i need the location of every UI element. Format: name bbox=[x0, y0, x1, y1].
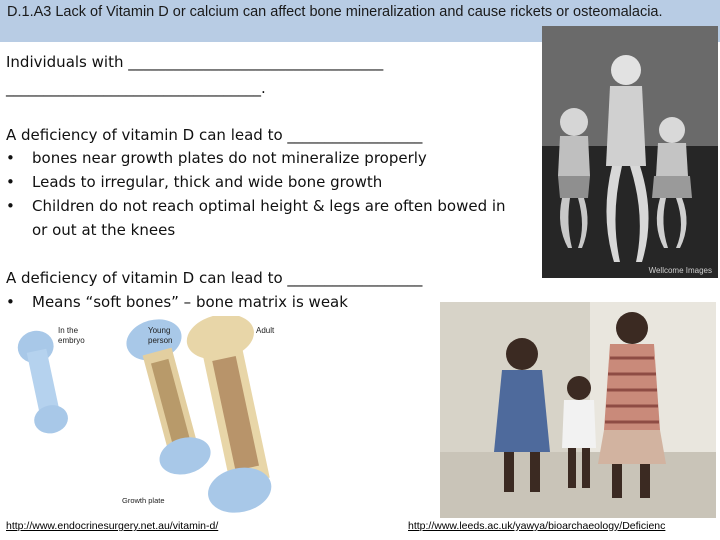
rickets-bullet bbox=[6, 147, 427, 170]
bullet-text: bones near growth plates do not mineralize properly bbox=[32, 149, 427, 167]
rickets-bullet-continuation: or out at the knees bbox=[32, 221, 176, 239]
rickets-bullet bbox=[6, 195, 506, 218]
source-link-endocrine[interactable]: http://www.endocrinesurgery.net.au/vitamin-d/ bbox=[6, 520, 219, 532]
label-adult: Adult bbox=[256, 326, 275, 335]
rickets-children-illustration bbox=[542, 26, 718, 278]
text-line-individuals: Individuals with __________________________________ bbox=[6, 53, 384, 71]
source-link-leeds[interactable]: http://www.leeds.ac.uk/yawya/bioarchaeology/Deficienc bbox=[408, 520, 666, 532]
slide-title: D.1.A3 Lack of Vitamin D or calcium can affect bone mineralization and cause rickets or osteomalacia. bbox=[7, 4, 663, 20]
bone-growth-diagram bbox=[4, 316, 304, 522]
bullet-text: Means “soft bones” – bone matrix is weak bbox=[32, 293, 348, 311]
label-young-person: Young person bbox=[148, 326, 173, 345]
bullet-text: Children do not reach optimal height & legs are often bowed in bbox=[32, 197, 506, 215]
label-growth-plate: Growth plate bbox=[122, 496, 165, 505]
bullet-dot: • bbox=[6, 293, 15, 311]
bullet-text: Leads to irregular, thick and wide bone growth bbox=[32, 173, 383, 191]
bullet-dot: • bbox=[6, 149, 15, 167]
label-embryo: In the embryo bbox=[58, 326, 85, 345]
text-line-blank: __________________________________. bbox=[6, 79, 266, 97]
family-illustration bbox=[440, 302, 716, 518]
bullet-dot: • bbox=[6, 197, 15, 215]
osteomalacia-bullet bbox=[6, 291, 348, 314]
family-photo bbox=[440, 302, 716, 518]
rickets-children-photo bbox=[542, 26, 718, 278]
rickets-bullet bbox=[6, 171, 382, 194]
photo-credit: Wellcome Images bbox=[648, 266, 712, 275]
bullet-dot: • bbox=[6, 173, 15, 191]
rickets-intro: A deficiency of vitamin D can lead to __________________ bbox=[6, 126, 423, 144]
bone-growth-illustration bbox=[4, 316, 304, 522]
osteomalacia-intro: A deficiency of vitamin D can lead to __________________ bbox=[6, 269, 423, 287]
